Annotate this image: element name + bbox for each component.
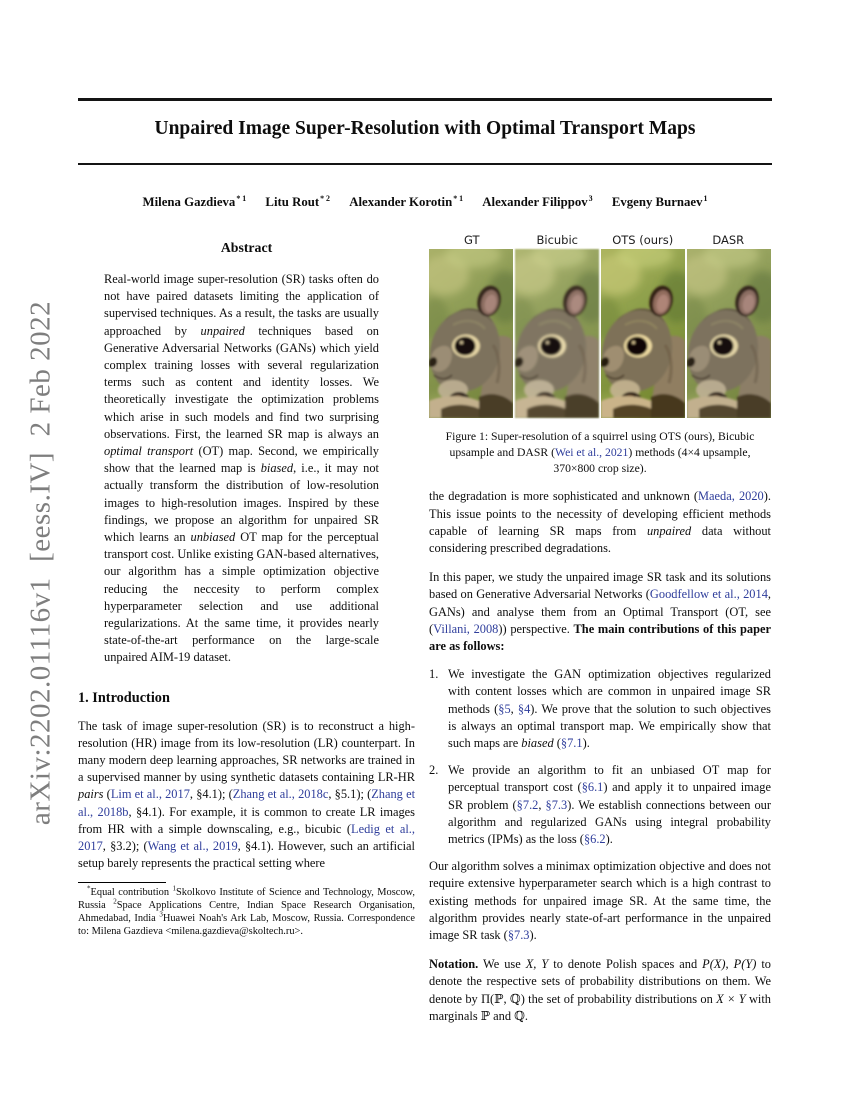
author	[265, 195, 330, 210]
text-run: 2	[113, 897, 117, 906]
text-run: Huawei Noah's Ark Lab, Moscow, Russia. Correspondence to: Milena Gazdieva <milena.gazdieva@skoltech.ru>.	[78, 912, 415, 938]
squirrel-image-bicubic	[515, 249, 599, 418]
author-name: Litu Rout	[265, 195, 320, 209]
inline-link[interactable]: Zhang et al., 2018b	[78, 787, 416, 819]
footnote-text	[78, 886, 415, 939]
text-run: *	[87, 884, 91, 893]
text-run: The task of image super-resolution (SR) is to reconstruct a high-resolution (HR) image from its low-resolution (LR) counterpart. In many modern deep learning approaches, SR networks are trained in a supervised manner by using synthetic datasets containing LR-HR	[78, 718, 415, 785]
text-run: OT map for the perceptual transport cost. Unlike existing GAN-based alternatives, our algorithm has a simple optimization objective reducing the neccesity to perform complex hyperparameter selection and use additional regularizations. At the same time, it provides nearly state-of-the-art performance on the large-scale unpaired AIM-19 dataset.	[104, 530, 379, 665]
text-run: Our algorithm solves a minimax optimization objective and does not require extensive hyperparameter search which is a high contrast to existing methods for unpaired image SR. At the same time, the algorithm provides nearly state-of-art performance in the unpaired image SR task (	[429, 859, 771, 943]
inline-link[interactable]: Maeda, 2020	[698, 489, 764, 504]
inline-link[interactable]: §5	[498, 701, 511, 716]
text-run: ). This issue points to the necessity of developing efficient methods capable of learning SR maps from	[429, 489, 771, 538]
author-name: Evgeny Burnaev	[611, 195, 703, 209]
text-run: , i.e., it may not actually transform the distribution of low-resolution images to high-resolution images. Inspired by these findings, we propose an algorithm for unpaired SR which learns an	[104, 461, 379, 545]
text-run: unpaired	[200, 323, 245, 338]
figure-panels	[429, 249, 771, 418]
text-run: , §3.2); (	[102, 839, 148, 854]
text-run: ). We prove that the solution to such objectives is always an optimal transport map. We empirically show that such maps are	[448, 701, 771, 751]
text-run: techniques based on Generative Adversarial Networks (GANs) which yield complex training losses with several regularization terms such as content and identity losses. We theoretically investigate the optimization problems which arise in such models and find two surprising observations. First, the learned SR map is always an	[104, 323, 379, 441]
text-run: In this paper, we study the unpaired image SR task and its solutions based on Generative Adversarial Networks (	[429, 570, 771, 602]
text-run: Figure 1: Super-resolution of a squirrel using OTS (ours), Bicubic upsample and DASR (	[445, 430, 755, 459]
text-run: , §4.1). For example, it is common to create LR images from HR with a simple downscaling, e.g., bicubic (	[78, 804, 415, 836]
inline-link[interactable]: Villani, 2008	[433, 621, 499, 636]
text-run: 3	[159, 910, 163, 919]
author	[612, 195, 708, 210]
text-run: ).	[605, 832, 613, 847]
list-number: 1.	[429, 667, 439, 682]
author-line	[0, 195, 850, 210]
inline-link[interactable]: §4	[517, 701, 531, 716]
text-run: (	[103, 787, 111, 802]
inline-link[interactable]: §7.3	[545, 797, 568, 812]
text-run: ).	[582, 736, 590, 751]
figure-caption	[429, 429, 771, 476]
footnote-rule	[78, 882, 166, 883]
author-affiliation-mark: * 2	[320, 193, 331, 203]
text-run: We investigate the GAN optimization objectives regularized with content losses which are common in unpaired image SR methods (	[448, 667, 771, 716]
text-run: biased	[260, 461, 294, 476]
arxiv-watermark: arXiv:2202.01116v1 [eess.IV] 2 Feb 2022	[24, 300, 57, 826]
right-paragraph-2	[429, 569, 771, 655]
right-paragraph-1	[429, 488, 771, 557]
inline-link[interactable]: §7.1	[560, 736, 583, 751]
text-run: , GANs) and analyse them from an Optimal Transport (OT, see (	[429, 587, 772, 636]
squirrel-image-ots	[601, 249, 685, 418]
text-run: pairs	[78, 787, 104, 802]
inline-link[interactable]: §6.1	[581, 780, 604, 795]
text-run: with marginals ℙ and ℚ.	[429, 991, 771, 1023]
text-run: ) methods (4×4 upsample, 370×800 crop size).	[553, 445, 751, 475]
author	[143, 195, 247, 210]
figure-1	[429, 233, 771, 476]
text-run: to denote the respective sets of probability distributions on them. We denote by Π(ℙ, ℚ) the set of probability distributions on	[429, 957, 771, 1006]
text-run: data without considering prescribed degradations.	[429, 523, 771, 555]
contributions-list	[429, 666, 771, 848]
author-affiliation-mark: 1	[703, 193, 708, 203]
text-run: Notation.	[429, 957, 479, 972]
text-run: Skolkovo Institute of Science and Technology, Moscow, Russia	[78, 886, 415, 911]
text-run: unpaired	[646, 523, 692, 538]
author-name: Alexander Filippov	[482, 195, 588, 209]
text-run: to denote Polish spaces and	[548, 957, 703, 972]
text-run: ,	[510, 701, 518, 716]
text-run: P(X), P(Y)	[702, 957, 757, 972]
author-affiliation-mark: * 1	[236, 193, 247, 203]
text-run: , §4.1). However, such an artificial setup barely represents the practical setting where	[78, 839, 416, 871]
inline-link[interactable]: Zhang et al., 2018c	[232, 787, 329, 802]
text-run: We use	[478, 957, 526, 972]
inline-link[interactable]: Wei et al., 2021	[554, 445, 629, 459]
text-run: ).	[529, 928, 537, 943]
title-rule-top	[78, 98, 772, 101]
text-run: Space Applications Centre, Indian Space Research Organisation, Ahmedabad, India	[78, 899, 416, 924]
text-run: )) perspective.	[498, 621, 574, 636]
list-number: 2.	[429, 763, 439, 778]
text-run: optimal transport	[104, 444, 194, 459]
squirrel-image-dasr	[687, 249, 771, 418]
text-run: Real-world image super-resolution (SR) tasks often do not have paired datasets limiting the application of supervised techniques. As a result, the tasks are usually approached by	[104, 272, 379, 338]
author	[482, 195, 592, 210]
left-column	[78, 240, 415, 949]
inline-link[interactable]: §7.2	[516, 797, 539, 812]
panel-label-gt: GT	[463, 233, 480, 247]
section-heading-introduction: 1. Introduction	[78, 689, 170, 706]
inline-link[interactable]: Lim et al., 2017	[110, 787, 190, 802]
text-run: , §5.1); (	[328, 787, 372, 802]
right-column	[429, 233, 771, 1025]
text-run: ,	[538, 797, 546, 812]
contribution-item-2	[429, 762, 771, 848]
author-name: Alexander Korotin	[349, 195, 453, 209]
text-run: ). We establish connections between our algorithm and regularized GANs using integral probability metrics (IPMs) as the loss (	[448, 797, 771, 847]
inline-link[interactable]: §6.2	[583, 832, 606, 847]
text-run: The main contributions of this paper are as follows:	[429, 621, 771, 654]
text-run: We provide an algorithm to fit an unbiased OT map for perceptual transport cost (	[448, 763, 771, 795]
abstract-text	[78, 271, 415, 667]
notation-paragraph	[429, 956, 771, 1025]
text-run: (	[553, 736, 561, 751]
author-affiliation-mark: 3	[588, 193, 593, 203]
author	[349, 195, 463, 210]
author-affiliation-mark: * 1	[453, 193, 464, 203]
inline-link[interactable]: Ledig et al., 2017	[78, 821, 415, 854]
inline-link[interactable]: §7.3	[507, 928, 530, 943]
contribution-item-1	[429, 666, 771, 752]
text-run: ) and apply it to unpaired image SR problem (	[448, 780, 771, 812]
text-run: X × Y	[716, 991, 746, 1006]
text-run: X, Y	[525, 957, 549, 972]
text-run: the degradation is more sophisticated and unknown (	[429, 489, 699, 504]
author-name: Milena Gazdieva	[142, 195, 236, 209]
panel-label-bicubic: Bicubic	[536, 233, 578, 247]
text-run: Equal contribution	[90, 886, 173, 898]
right-paragraph-3	[429, 858, 771, 944]
inline-link[interactable]: Goodfellow et al., 2014	[649, 587, 768, 602]
text-run: unbiased	[190, 530, 236, 545]
paper-title: Unpaired Image Super-Resolution with Optimal Transport Maps	[154, 118, 696, 139]
abstract-heading: Abstract	[220, 240, 273, 255]
inline-link[interactable]: Wang et al., 2019	[147, 839, 238, 854]
panel-label-ots: OTS (ours)	[612, 233, 674, 247]
text-run: , §4.1); (	[189, 787, 233, 802]
contribution-text	[442, 762, 771, 848]
panel-label-dasr: DASR	[712, 233, 745, 247]
contribution-text	[442, 666, 771, 752]
text-run: 1	[172, 884, 177, 893]
figure-panel-labels	[429, 233, 771, 247]
text-run: biased	[521, 736, 554, 751]
text-run: (OT) map. Second, we empirically show that the learned map is	[104, 444, 380, 476]
introduction-paragraph	[78, 718, 415, 873]
title-rule-bottom	[78, 163, 772, 165]
squirrel-image-gt	[429, 249, 513, 418]
